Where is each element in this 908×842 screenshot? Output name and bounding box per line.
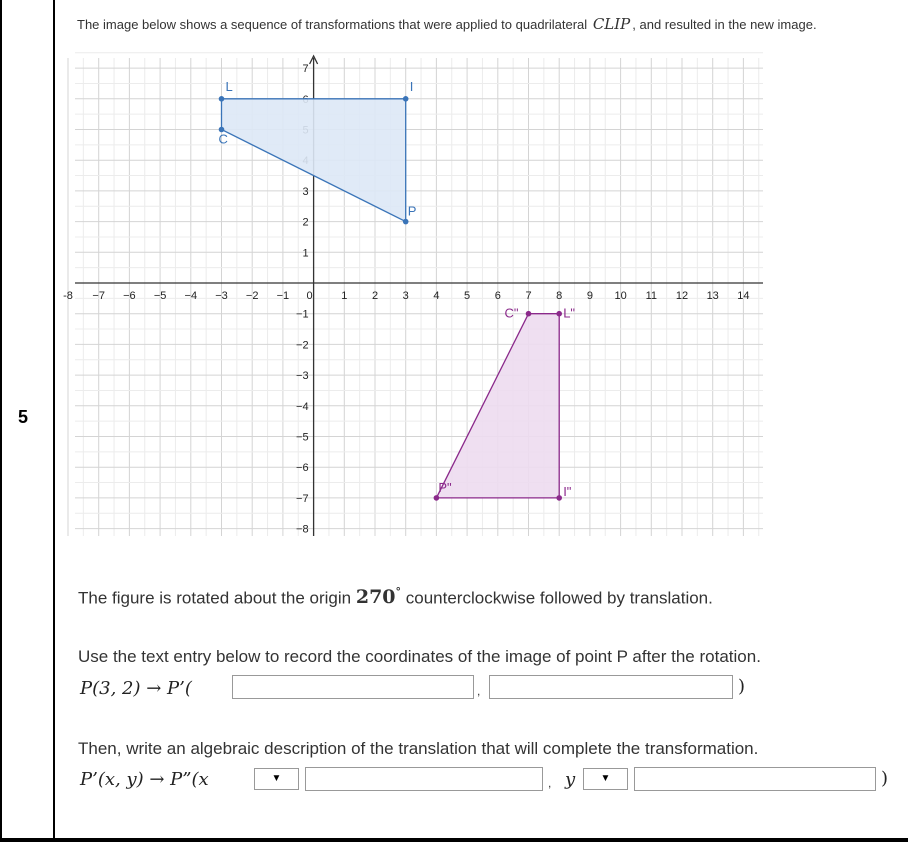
p-prime-y-input[interactable] bbox=[489, 675, 733, 699]
y-tick-label: −8 bbox=[296, 523, 309, 536]
rotation-after: counterclockwise followed by translation. bbox=[405, 588, 713, 608]
x-tick-label: −6 bbox=[123, 290, 136, 302]
vertex-point bbox=[556, 495, 562, 501]
vertex-point bbox=[434, 495, 440, 501]
x-tick-label: 0 bbox=[306, 290, 313, 302]
x-tick-label: −1 bbox=[276, 290, 290, 302]
y-tick-label: −5 bbox=[296, 431, 309, 444]
x-tick-label: 12 bbox=[675, 290, 689, 302]
y-tick-label: −2 bbox=[296, 339, 309, 352]
vertex-label: I" bbox=[563, 483, 572, 499]
part1-comma: , bbox=[477, 684, 481, 698]
part2-comma: , bbox=[548, 776, 552, 790]
vertex-label: L" bbox=[563, 305, 576, 321]
part2-expression: P’(x, y) → P”(x bbox=[80, 769, 209, 790]
vertex-point bbox=[526, 311, 532, 317]
x-tick-label: −2 bbox=[245, 290, 259, 302]
x-tick-label: 4 bbox=[433, 290, 440, 302]
rotation-before: The figure is rotated about the origin bbox=[78, 588, 352, 608]
question-number: 5 bbox=[18, 407, 29, 427]
intro-shape-name: CLIP bbox=[592, 15, 631, 33]
x-translation-input[interactable] bbox=[305, 767, 543, 791]
y-tick-label: 1 bbox=[302, 247, 309, 260]
coordinate-graph bbox=[63, 54, 765, 542]
y-tick-label: 3 bbox=[302, 185, 309, 198]
y-tick-label: −7 bbox=[296, 492, 309, 505]
x-tick-label: 5 bbox=[464, 290, 471, 302]
x-tick-label: 13 bbox=[706, 290, 719, 302]
intro-text bbox=[77, 15, 817, 33]
vertex-label: C bbox=[218, 131, 228, 147]
y-operator-dropdown[interactable] bbox=[583, 768, 628, 790]
vertex-label: L bbox=[225, 78, 233, 94]
vertex-label: P" bbox=[438, 479, 452, 495]
y-variable: y bbox=[565, 769, 576, 790]
chevron-down-icon: ▼ bbox=[600, 773, 611, 784]
part2-close-paren: ) bbox=[881, 768, 889, 789]
rotation-degrees-value: 270 bbox=[355, 586, 396, 609]
vertex-label: I bbox=[409, 78, 414, 94]
x-operator-dropdown[interactable] bbox=[254, 768, 299, 790]
p-prime-x-input[interactable] bbox=[232, 675, 474, 699]
x-tick-label: 14 bbox=[737, 290, 750, 302]
rotation-statement bbox=[78, 586, 713, 608]
x-tick-label: −4 bbox=[184, 290, 198, 302]
x-tick-label: 9 bbox=[586, 290, 593, 302]
x-tick-label: 8 bbox=[556, 290, 563, 302]
x-tick-label: −5 bbox=[153, 290, 167, 302]
part1-close-paren: ) bbox=[738, 676, 746, 697]
chevron-down-icon: ▼ bbox=[271, 773, 282, 784]
y-tick-label: −3 bbox=[296, 370, 309, 383]
table-bottom-border bbox=[0, 838, 908, 842]
x-tick-label: 7 bbox=[525, 290, 532, 302]
degree-symbol: ° bbox=[395, 586, 402, 599]
x-tick-label: 3 bbox=[402, 290, 409, 302]
intro-before: The image below shows a sequence of transformations that were applied to quadrilateral bbox=[77, 17, 588, 32]
vertex-label: P bbox=[407, 203, 417, 219]
rotation-degrees bbox=[356, 586, 401, 608]
vertex-label: C" bbox=[504, 305, 519, 321]
x-tick-label: 1 bbox=[341, 290, 348, 302]
y-tick-label: −4 bbox=[296, 400, 309, 413]
y-tick-label: −1 bbox=[296, 308, 309, 321]
part2-instruction: Then, write an algebraic description of the translation that will complete the transformation. bbox=[78, 739, 759, 758]
vertex-point bbox=[403, 96, 409, 102]
part1-expression: P(3, 2) → P’( bbox=[80, 678, 192, 699]
x-tick-label: 2 bbox=[371, 290, 379, 302]
x-tick-label: −7 bbox=[92, 290, 105, 302]
intro-after: , and resulted in the new image. bbox=[632, 17, 817, 32]
part1-instruction: Use the text entry below to record the coordinates of the image of point P after the rotation. bbox=[78, 647, 761, 666]
vertex-point bbox=[403, 219, 409, 225]
x-tick-label: 11 bbox=[645, 290, 658, 302]
x-tick-label: -8 bbox=[63, 290, 73, 302]
x-tick-label: 6 bbox=[494, 290, 501, 302]
y-tick-label: −6 bbox=[296, 462, 309, 475]
y-tick-label: 2 bbox=[302, 216, 309, 229]
y-tick-label: 7 bbox=[302, 63, 309, 76]
x-tick-label: −3 bbox=[215, 290, 228, 302]
y-translation-input[interactable] bbox=[634, 767, 876, 791]
vertex-point bbox=[556, 311, 562, 317]
vertex-point bbox=[219, 96, 225, 102]
x-tick-label: 10 bbox=[614, 290, 627, 302]
